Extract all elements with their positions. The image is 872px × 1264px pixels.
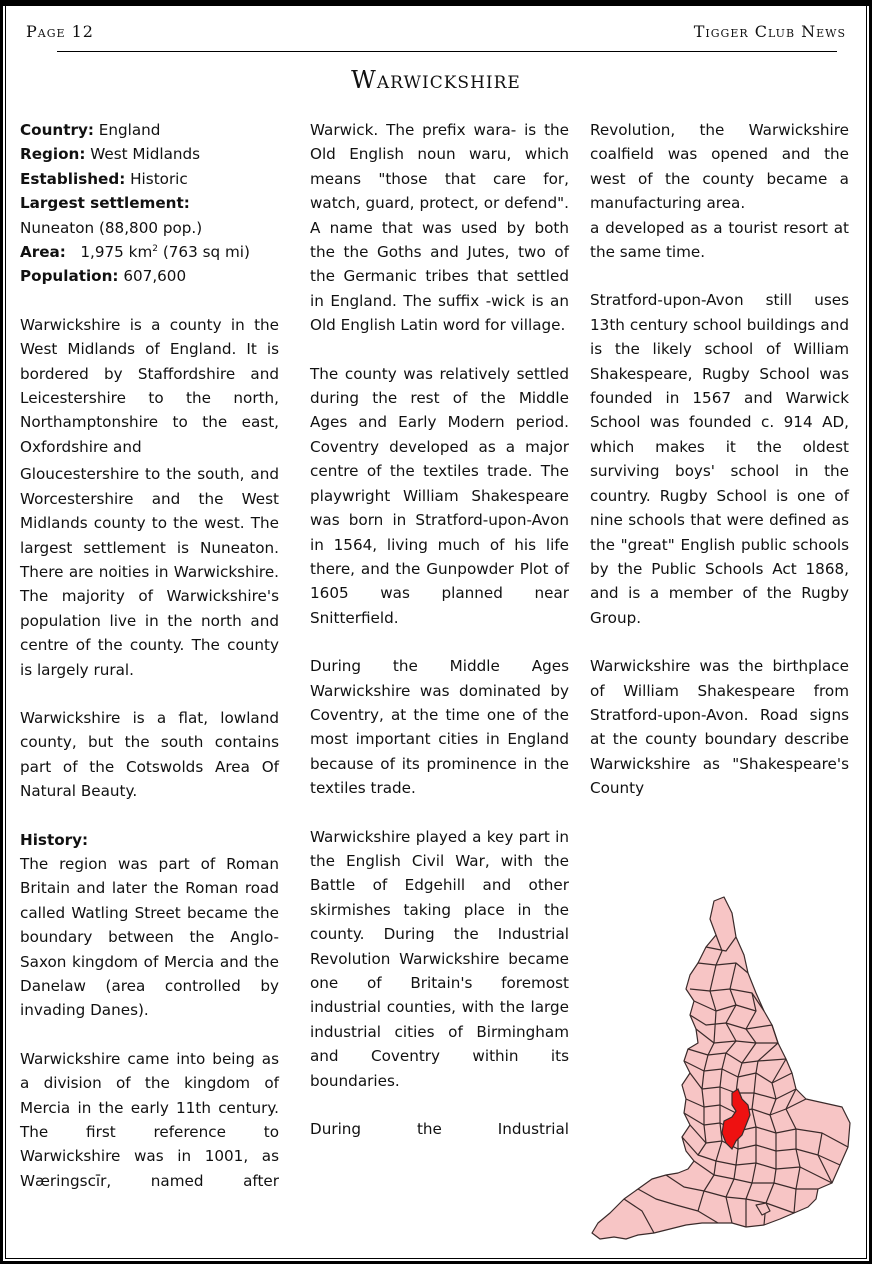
paragraph: Warwick. The prefix wara- is the Old English noun waru, which means "those that care for, watch, guard, protect, or defend". A name that was used by both the the Goths and Jutes, two of the Germanic tribes that settled in England. The suffix -wick is an Old English Latin word for village. — [310, 121, 569, 335]
page-number: Page 12 — [26, 22, 94, 41]
info-label: Country: — [20, 121, 94, 139]
info-value: (763 sq mi) — [158, 243, 250, 262]
paragraph: Warwickshire is a flat, lowland county, but the south contains part of the Cotswolds Area Of Natural Beauty. — [20, 708, 279, 801]
paragraph: Warwickshire came into being as a division of the kingdom of Mercia in the early 11th century. The first reference to Warwickshire was in 1001, as Wæringscīr, named after — [20, 1049, 279, 1190]
column-1 — [20, 118, 279, 1217]
column-3 — [590, 118, 849, 825]
header-divider — [57, 51, 837, 52]
superscript: 2 — [152, 243, 158, 254]
paragraph: During the Middle Ages Warwickshire was dominated by Coventry, at the time one of the most important cities in England because of its prominence in the textiles trade. — [310, 657, 569, 798]
info-value: 1,975 km — [80, 243, 153, 262]
info-value: Historic — [130, 169, 188, 188]
paragraph: a developed as a tourist resort at the same time. — [590, 218, 849, 262]
paragraph: The region was part of Roman Britain and later the Roman road called Watling Street became the boundary between the Anglo-Saxon kingdom of Mercia and the Danelaw (area controlled by invading Danes). — [20, 854, 279, 1020]
article-title: Warwickshire — [351, 66, 521, 94]
info-established — [20, 167, 279, 191]
paragraph: Warwickshire played a key part in the English Civil War, with the Battle of Edgehill and other skirmishes taking place in the county. During the Industrial Revolution Warwickshire became one of Britain's foremost industrial counties, with the large industrial cities of Birmingham and Coventry within its boundaries. — [310, 827, 569, 1090]
info-value: West Midlands — [90, 145, 201, 164]
info-label: Established: — [20, 169, 126, 188]
paragraph: The county was relatively settled during the rest of the Middle Ages and Early Modern period. Coventry developed as a major centre of the textiles trade. The playwright William Shakespeare was born in Stratford-upon-Avon in 1564, living much of his life there, and the Gunpowder Plot of 1605 was planned near Snitterfield. — [310, 364, 569, 627]
paragraph: During the Industrial — [310, 1120, 569, 1139]
paragraph: Revolution, the Warwickshire coalfield was opened and the west of the county became a manufacturing area. — [590, 121, 849, 213]
history-heading: History: — [20, 830, 89, 849]
column-2 — [310, 118, 569, 1165]
publication-name: Tigger Club News — [693, 22, 846, 41]
info-label: Region: — [20, 145, 86, 164]
paragraph: Warwickshire was the birthplace of William Shakespeare from Stratford-upon-Avon. Road signs at the county boundary describe Warwickshire as "Shakespeare's County — [590, 657, 849, 798]
info-area — [20, 240, 279, 264]
paragraph: Gloucestershire to the south, and Worcestershire and the West Midlands county to the west. The largest settlement is Nuneaton. There are noities in Warwickshire. The majority of Warwickshire's population live in the north and centre of the county. The county is largely rural. — [20, 465, 279, 679]
info-label: Population: — [20, 267, 119, 286]
info-value: England — [98, 121, 161, 139]
info-label: Area: — [20, 243, 66, 262]
info-value: 607,600 — [123, 267, 187, 286]
info-label: Largest settlement: — [20, 194, 190, 213]
paragraph: Warwickshire is a county in the West Midlands of England. It is bordered by Staffordshire and Leicestershire to the north, Northamptonshire to the east, Oxfordshire and — [20, 315, 279, 456]
info-largest-value: Nuneaton (88,800 pop.) — [20, 218, 203, 237]
paragraph: Stratford-upon-Avon still uses 13th century school buildings and is the likely school of William Shakespeare, Rugby School was founded in 1567 and Warwick School was founded c. 914 AD, which makes it the oldest surviving boys' school in the country. Rugby School is one of nine schools that were defined as the "great" English public schools by the Public Schools Act 1868, and is a member of the Rugby Group. — [590, 291, 849, 627]
info-region — [20, 142, 279, 166]
england-map — [586, 893, 856, 1243]
info-population — [20, 264, 279, 288]
info-country — [20, 118, 279, 142]
info-largest-label — [20, 191, 279, 215]
